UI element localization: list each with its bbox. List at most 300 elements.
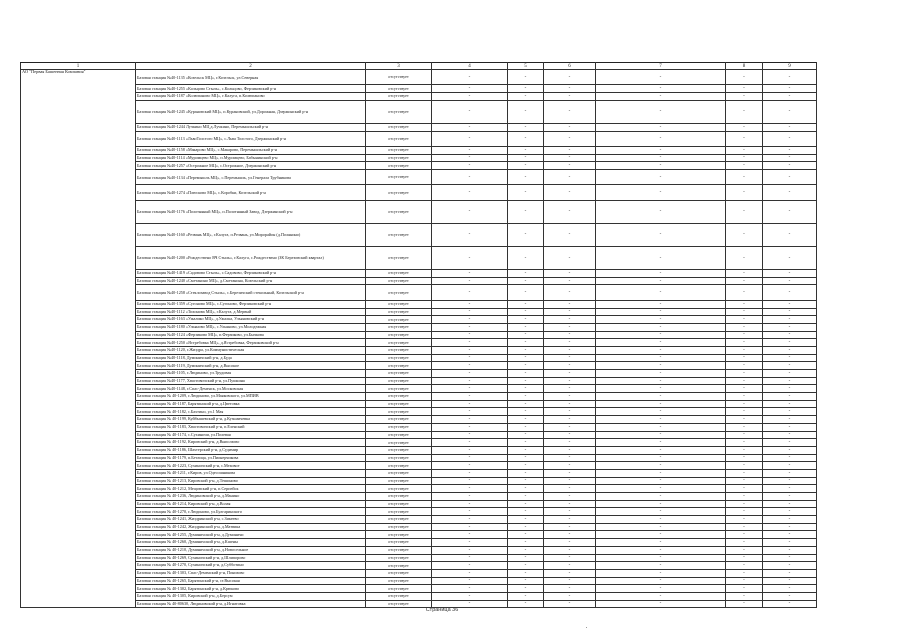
dash-cell-col-5: - (508, 246, 544, 269)
dash-cell-col-5: - (508, 131, 544, 146)
dash-cell-col-6: - (544, 370, 596, 378)
dash-cell-col-8: - (726, 154, 763, 162)
table-row (21, 131, 817, 146)
dash-cell-col-9: - (763, 562, 817, 570)
dash-cell-col-7: - (596, 485, 726, 493)
dash-cell-col-9: - (763, 423, 817, 431)
station-name-cell: Базовая станция №40-1119, Думиничский р-н, д.Высокое (136, 362, 366, 370)
table-row (21, 400, 817, 408)
station-name-cell: Базовая станция № 40-1236, Людиновский р-н, д.Манино (136, 493, 366, 501)
station-name-cell: Базовая станция №40-1120, г.Жиздра, ул.Коммунистическая (136, 346, 366, 354)
dash-cell-col-7: - (596, 323, 726, 331)
dash-cell-col-4: - (432, 154, 508, 162)
table-row (21, 100, 817, 123)
table-row (21, 270, 817, 278)
dash-cell-col-6: - (544, 539, 596, 547)
status-cell: отсутствует (366, 592, 432, 600)
dash-cell-col-5: - (508, 308, 544, 316)
dash-cell-col-6: - (544, 462, 596, 470)
dash-cell-col-5: - (508, 85, 544, 93)
dash-cell-col-6: - (544, 600, 596, 608)
dash-cell-col-4: - (432, 516, 508, 524)
dash-cell-col-9: - (763, 393, 817, 401)
station-name-cell: Базовая станция №40-1187 «Колюпаново МЦ», г.Калуга, п.Колюпаново (136, 93, 366, 101)
scan-speck (586, 627, 587, 628)
table-row (21, 508, 817, 516)
table-row (21, 93, 817, 101)
table-row (21, 246, 817, 269)
dash-cell-col-8: - (726, 585, 763, 593)
dash-cell-col-4: - (432, 131, 508, 146)
dash-cell-col-9: - (763, 523, 817, 531)
station-name-cell: Базовая станция №40-1112 «Тихонова МЦ», г.Калуга, д.Мервый (136, 308, 366, 316)
dash-cell-col-5: - (508, 569, 544, 577)
dash-cell-col-6: - (544, 246, 596, 269)
table-row (21, 170, 817, 185)
organization-cell: АО "Первая Башенная Компания" (21, 70, 136, 608)
dash-cell-col-6: - (544, 400, 596, 408)
dash-cell-col-4: - (432, 354, 508, 362)
dash-cell-col-6: - (544, 154, 596, 162)
dash-cell-col-9: - (763, 300, 817, 308)
table-row (21, 516, 817, 524)
dash-cell-col-9: - (763, 246, 817, 269)
status-cell: отсутствует (366, 123, 432, 131)
dash-cell-col-4: - (432, 170, 508, 185)
dash-cell-col-7: - (596, 339, 726, 347)
dash-cell-col-7: - (596, 516, 726, 524)
table-row (21, 431, 817, 439)
status-cell: отсутствует (366, 446, 432, 454)
dash-cell-col-7: - (596, 423, 726, 431)
dash-cell-col-5: - (508, 600, 544, 608)
dash-cell-col-8: - (726, 370, 763, 378)
dash-cell-col-8: - (726, 162, 763, 170)
dash-cell-col-9: - (763, 162, 817, 170)
dash-cell-col-4: - (432, 123, 508, 131)
status-cell: отсутствует (366, 454, 432, 462)
station-name-cell: Базовая станция №40-1113 «ЛьвоТолстого МЦ», с.Льва Толстого, Дзержинский р-н (136, 131, 366, 146)
dash-cell-col-5: - (508, 316, 544, 324)
dash-cell-col-7: - (596, 162, 726, 170)
dash-cell-col-9: - (763, 223, 817, 246)
station-name-cell: Базовая станция №40-1359 «Сугоново МЦ», с.Сугоново, Ферзиковский р-н (136, 300, 366, 308)
dash-cell-col-6: - (544, 500, 596, 508)
dash-cell-col-6: - (544, 523, 596, 531)
dash-cell-col-8: - (726, 431, 763, 439)
station-name-cell: Базовая станция № 40-1199, Куйбышевский р-н, д.Кузьмичевка (136, 416, 366, 424)
dash-cell-col-7: - (596, 377, 726, 385)
dash-cell-col-6: - (544, 577, 596, 585)
dash-cell-col-7: - (596, 539, 726, 547)
dash-cell-col-7: - (596, 408, 726, 416)
dash-cell-col-6: - (544, 277, 596, 285)
table-row (21, 370, 817, 378)
station-name-cell: Базовая станция № 40-1182, с.Бахтино, ул.1 Мая (136, 408, 366, 416)
station-name-cell: Базовая станция № 40-1214, Кировский р-н, д.Волая (136, 500, 366, 508)
status-cell: отсутствует (366, 170, 432, 185)
dash-cell-col-7: - (596, 454, 726, 462)
station-name-cell: Базовая станция № 40-80630, Людиновский р-н, д.Игнатовка (136, 600, 366, 608)
dash-cell-col-8: - (726, 500, 763, 508)
dash-cell-col-9: - (763, 477, 817, 485)
dash-cell-col-4: - (432, 370, 508, 378)
dash-cell-col-6: - (544, 377, 596, 385)
dash-cell-col-5: - (508, 370, 544, 378)
dash-cell-col-5: - (508, 346, 544, 354)
dash-cell-col-9: - (763, 554, 817, 562)
station-name-cell: Базовая станция № 40-1255, Думиничский р-н, д.Думиничи (136, 531, 366, 539)
dash-cell-col-9: - (763, 170, 817, 185)
table-row (21, 469, 817, 477)
dash-cell-col-8: - (726, 308, 763, 316)
status-cell: отсутствует (366, 539, 432, 547)
dash-cell-col-9: - (763, 408, 817, 416)
status-cell: отсутствует (366, 362, 432, 370)
dash-cell-col-5: - (508, 462, 544, 470)
header-col-5: 5 (508, 63, 544, 70)
dash-cell-col-9: - (763, 454, 817, 462)
dash-cell-col-7: - (596, 400, 726, 408)
dash-cell-col-9: - (763, 469, 817, 477)
dash-cell-col-9: - (763, 331, 817, 339)
station-name-cell: Базовая станция №40-1163 «Ужалико МЦ», д.Ужалка, Ульяновский р-н (136, 316, 366, 324)
dash-cell-col-6: - (544, 70, 596, 85)
table-row (21, 500, 817, 508)
dash-cell-col-6: - (544, 185, 596, 200)
dash-cell-col-8: - (726, 516, 763, 524)
dash-cell-col-6: - (544, 346, 596, 354)
station-name-cell: Базовая станция №40-1255 «Кольцово Стыль», с.Кольцово, Ферзиковский р-н (136, 85, 366, 93)
table-row (21, 523, 817, 531)
dash-cell-col-6: - (544, 316, 596, 324)
dash-cell-col-7: - (596, 154, 726, 162)
status-cell: отсутствует (366, 554, 432, 562)
dash-cell-col-4: - (432, 431, 508, 439)
table-row (21, 554, 817, 562)
dash-cell-col-4: - (432, 246, 508, 269)
dash-cell-col-7: - (596, 285, 726, 300)
table-row (21, 339, 817, 347)
station-name-cell: Базовая станция № 40-1213, Кировский р-н, д.Тешиново (136, 477, 366, 485)
status-cell: отсутствует (366, 562, 432, 570)
status-cell: отсутствует (366, 131, 432, 146)
status-cell: отсутствует (366, 339, 432, 347)
status-cell: отсутствует (366, 316, 432, 324)
dash-cell-col-9: - (763, 131, 817, 146)
dash-cell-col-5: - (508, 454, 544, 462)
dash-cell-col-4: - (432, 439, 508, 447)
dash-cell-col-9: - (763, 308, 817, 316)
dash-cell-col-4: - (432, 546, 508, 554)
status-cell: отсутствует (366, 469, 432, 477)
header-col-8: 8 (726, 63, 763, 70)
dash-cell-col-5: - (508, 385, 544, 393)
dash-cell-col-9: - (763, 416, 817, 424)
dash-cell-col-6: - (544, 354, 596, 362)
dash-cell-col-9: - (763, 485, 817, 493)
dash-cell-col-5: - (508, 93, 544, 101)
dash-cell-col-5: - (508, 162, 544, 170)
status-cell: отсутствует (366, 523, 432, 531)
station-name-cell: Базовая станция №40-1135 «Козельск МЦ», г.Козельск, ул.Северная (136, 70, 366, 85)
station-name-cell: Базовая станция №40-1180 «Ульяново МЦ», с.Ульяново, ул.Молодежная (136, 323, 366, 331)
dash-cell-col-4: - (432, 339, 508, 347)
dash-cell-col-7: - (596, 200, 726, 223)
dash-cell-col-6: - (544, 339, 596, 347)
station-name-cell: Базовая станция №40-1274 «Плюсково МЦ», с.Коробки, Козельский р-н (136, 185, 366, 200)
status-cell: отсутствует (366, 277, 432, 285)
dash-cell-col-5: - (508, 531, 544, 539)
dash-cell-col-4: - (432, 93, 508, 101)
dash-cell-col-8: - (726, 246, 763, 269)
status-cell: отсутствует (366, 377, 432, 385)
table-row (21, 331, 817, 339)
dash-cell-col-5: - (508, 516, 544, 524)
dash-cell-col-9: - (763, 431, 817, 439)
dash-cell-col-4: - (432, 285, 508, 300)
dash-cell-col-8: - (726, 170, 763, 185)
dash-cell-col-4: - (432, 100, 508, 123)
dash-cell-col-8: - (726, 385, 763, 393)
station-name-cell: Базовая станция № 40-1187, Барятинский р-н, д.Цветовка (136, 400, 366, 408)
station-name-cell: Базовая станция № 40-1265, Барятинский р-н, ст.Высокая (136, 577, 366, 585)
status-cell: отсутствует (366, 200, 432, 223)
status-cell: отсутствует (366, 146, 432, 154)
table-row (21, 393, 817, 401)
dash-cell-col-4: - (432, 162, 508, 170)
dash-cell-col-9: - (763, 154, 817, 162)
dash-cell-col-5: - (508, 446, 544, 454)
dash-cell-col-6: - (544, 223, 596, 246)
dash-cell-col-8: - (726, 462, 763, 470)
dash-cell-col-6: - (544, 200, 596, 223)
station-name-cell: Базовая станция №40-1114 «Муромцево МЦ», п.Муромцево, Бабынинский р-н (136, 154, 366, 162)
dash-cell-col-4: - (432, 146, 508, 154)
dash-cell-col-6: - (544, 100, 596, 123)
status-cell: отсутствует (366, 416, 432, 424)
dash-cell-col-9: - (763, 508, 817, 516)
dash-cell-col-7: - (596, 123, 726, 131)
dash-cell-col-7: - (596, 246, 726, 269)
dash-cell-col-9: - (763, 493, 817, 501)
status-cell: отсутствует (366, 577, 432, 585)
dash-cell-col-5: - (508, 585, 544, 593)
table-row (21, 385, 817, 393)
dash-cell-col-4: - (432, 423, 508, 431)
dash-cell-col-7: - (596, 316, 726, 324)
dash-cell-col-8: - (726, 546, 763, 554)
table-row (21, 585, 817, 593)
dash-cell-col-7: - (596, 362, 726, 370)
dash-cell-col-6: - (544, 285, 596, 300)
dash-cell-col-5: - (508, 200, 544, 223)
table-row (21, 85, 817, 93)
dash-cell-col-4: - (432, 300, 508, 308)
dash-cell-col-5: - (508, 123, 544, 131)
dash-cell-col-5: - (508, 577, 544, 585)
table-row (21, 300, 817, 308)
station-name-cell: Базовая станция №40-1245 «Курановский МЦ», п.Курановский, ул.Дорожная, Дзержинский р-н (136, 100, 366, 123)
station-name-cell: Базовая станция №40-1160 «Резвань МЦ», г.Калуга, п.Резвань, ул.Мирорайон (д.Полянино) (136, 223, 366, 246)
table-row (21, 454, 817, 462)
dash-cell-col-8: - (726, 93, 763, 101)
dash-cell-col-6: - (544, 469, 596, 477)
status-cell: отсутствует (366, 400, 432, 408)
status-cell: отсутствует (366, 423, 432, 431)
status-cell: отсутствует (366, 308, 432, 316)
status-cell: отсутствует (366, 370, 432, 378)
dash-cell-col-4: - (432, 362, 508, 370)
dash-cell-col-9: - (763, 70, 817, 85)
dash-cell-col-6: - (544, 162, 596, 170)
dash-cell-col-6: - (544, 592, 596, 600)
table-row (21, 493, 817, 501)
status-cell: отсутствует (366, 500, 432, 508)
dash-cell-col-7: - (596, 508, 726, 516)
dash-cell-col-5: - (508, 439, 544, 447)
dash-cell-col-8: - (726, 569, 763, 577)
dash-cell-col-4: - (432, 454, 508, 462)
dash-cell-col-5: - (508, 70, 544, 85)
dash-cell-col-8: - (726, 85, 763, 93)
header-col-1: 1 (21, 63, 136, 70)
dash-cell-col-7: - (596, 70, 726, 85)
status-cell: отсутствует (366, 439, 432, 447)
dash-cell-col-5: - (508, 146, 544, 154)
station-name-cell: Базовая станция № 40-1270, г.Людиново, ул.Булгаринского (136, 508, 366, 516)
table-row (21, 485, 817, 493)
dash-cell-col-6: - (544, 569, 596, 577)
table-row (21, 162, 817, 170)
status-cell: отсутствует (366, 162, 432, 170)
dash-cell-col-7: - (596, 585, 726, 593)
dash-cell-col-8: - (726, 200, 763, 223)
dash-cell-col-8: - (726, 493, 763, 501)
dash-cell-col-4: - (432, 270, 508, 278)
dash-cell-col-6: - (544, 416, 596, 424)
status-cell: отсутствует (366, 354, 432, 362)
dash-cell-col-7: - (596, 416, 726, 424)
dash-cell-col-6: - (544, 170, 596, 185)
header-col-7: 7 (596, 63, 726, 70)
dash-cell-col-8: - (726, 185, 763, 200)
dash-cell-col-6: - (544, 454, 596, 462)
dash-cell-col-8: - (726, 539, 763, 547)
status-cell: отсутствует (366, 462, 432, 470)
dash-cell-col-4: - (432, 408, 508, 416)
dash-cell-col-7: - (596, 569, 726, 577)
dash-cell-col-6: - (544, 446, 596, 454)
table-row (21, 446, 817, 454)
station-name-cell: Базовая станция № 40-1179, п.Бетлица, ул.Пионерчикова (136, 454, 366, 462)
dash-cell-col-8: - (726, 346, 763, 354)
status-cell: отсутствует (366, 385, 432, 393)
table-row (21, 577, 817, 585)
dash-cell-col-5: - (508, 500, 544, 508)
dash-cell-col-9: - (763, 531, 817, 539)
dash-cell-col-8: - (726, 354, 763, 362)
station-name-cell: Базовая станция №40-1257 «Острожное МЦ», с.Острожное, Дзержинский р-н (136, 162, 366, 170)
dash-cell-col-7: - (596, 462, 726, 470)
header-col-6: 6 (544, 63, 596, 70)
dash-cell-col-5: - (508, 185, 544, 200)
dash-cell-col-8: - (726, 339, 763, 347)
table-row (21, 277, 817, 285)
dash-cell-col-7: - (596, 439, 726, 447)
dash-cell-col-8: - (726, 362, 763, 370)
dash-cell-col-7: - (596, 592, 726, 600)
dash-cell-col-6: - (544, 308, 596, 316)
dash-cell-col-7: - (596, 308, 726, 316)
dash-cell-col-8: - (726, 408, 763, 416)
table-row (21, 285, 817, 300)
dash-cell-col-8: - (726, 523, 763, 531)
dash-cell-col-8: - (726, 531, 763, 539)
station-name-cell: Базовая станция № 40-1192, Кировский р-н, д.Выползово (136, 439, 366, 447)
dash-cell-col-9: - (763, 185, 817, 200)
table-row (21, 416, 817, 424)
table-row (21, 462, 817, 470)
dash-cell-col-4: - (432, 585, 508, 593)
dash-cell-col-7: - (596, 393, 726, 401)
dash-cell-col-4: - (432, 85, 508, 93)
dash-cell-col-7: - (596, 146, 726, 154)
dash-cell-col-4: - (432, 523, 508, 531)
dash-cell-col-6: - (544, 562, 596, 570)
dash-cell-col-8: - (726, 146, 763, 154)
dash-cell-col-5: - (508, 270, 544, 278)
station-name-cell: Базовая станция № 40-1260, Думиничский р-н, д.Кшены (136, 539, 366, 547)
dash-cell-col-5: - (508, 592, 544, 600)
table-row (21, 123, 817, 131)
table-row (21, 346, 817, 354)
dash-cell-col-5: - (508, 331, 544, 339)
dash-cell-col-7: - (596, 385, 726, 393)
station-name-cell: Базовая станция №40-1240 «Сметанино МЦ», д.Сметанина, Козельский р-н (136, 277, 366, 285)
dash-cell-col-6: - (544, 146, 596, 154)
dash-cell-col-7: - (596, 600, 726, 608)
table-row (21, 569, 817, 577)
dash-cell-col-4: - (432, 323, 508, 331)
dash-cell-col-8: - (726, 454, 763, 462)
status-cell: отсутствует (366, 285, 432, 300)
dash-cell-col-4: - (432, 577, 508, 585)
status-cell: отсутствует (366, 85, 432, 93)
dash-cell-col-8: - (726, 446, 763, 454)
station-name-cell: Базовая станция №40-1134 «Перемышль МЦ», с.Перемышль, ул.Генерала Трубникова (136, 170, 366, 185)
status-cell: отсутствует (366, 493, 432, 501)
dash-cell-col-7: - (596, 446, 726, 454)
dash-cell-col-9: - (763, 569, 817, 577)
dash-cell-col-4: - (432, 185, 508, 200)
dash-cell-col-9: - (763, 400, 817, 408)
dash-cell-col-4: - (432, 385, 508, 393)
table-row (21, 531, 817, 539)
station-name-cell: Базовая станция № 40-1242, Жиздринский р-н, д.Матвика (136, 523, 366, 531)
dash-cell-col-8: - (726, 562, 763, 570)
station-name-cell: Базовая станция №40-1419 «Садовово Стыль», с.Садовово, Ферзиковский р-н (136, 270, 366, 278)
status-cell: отсутствует (366, 154, 432, 162)
table-row (21, 223, 817, 246)
dash-cell-col-5: - (508, 485, 544, 493)
dash-cell-col-7: - (596, 85, 726, 93)
header-col-2: 2 (136, 63, 366, 70)
dash-cell-col-5: - (508, 362, 544, 370)
dash-cell-col-9: - (763, 93, 817, 101)
dash-cell-col-8: - (726, 508, 763, 516)
dash-cell-col-5: - (508, 493, 544, 501)
